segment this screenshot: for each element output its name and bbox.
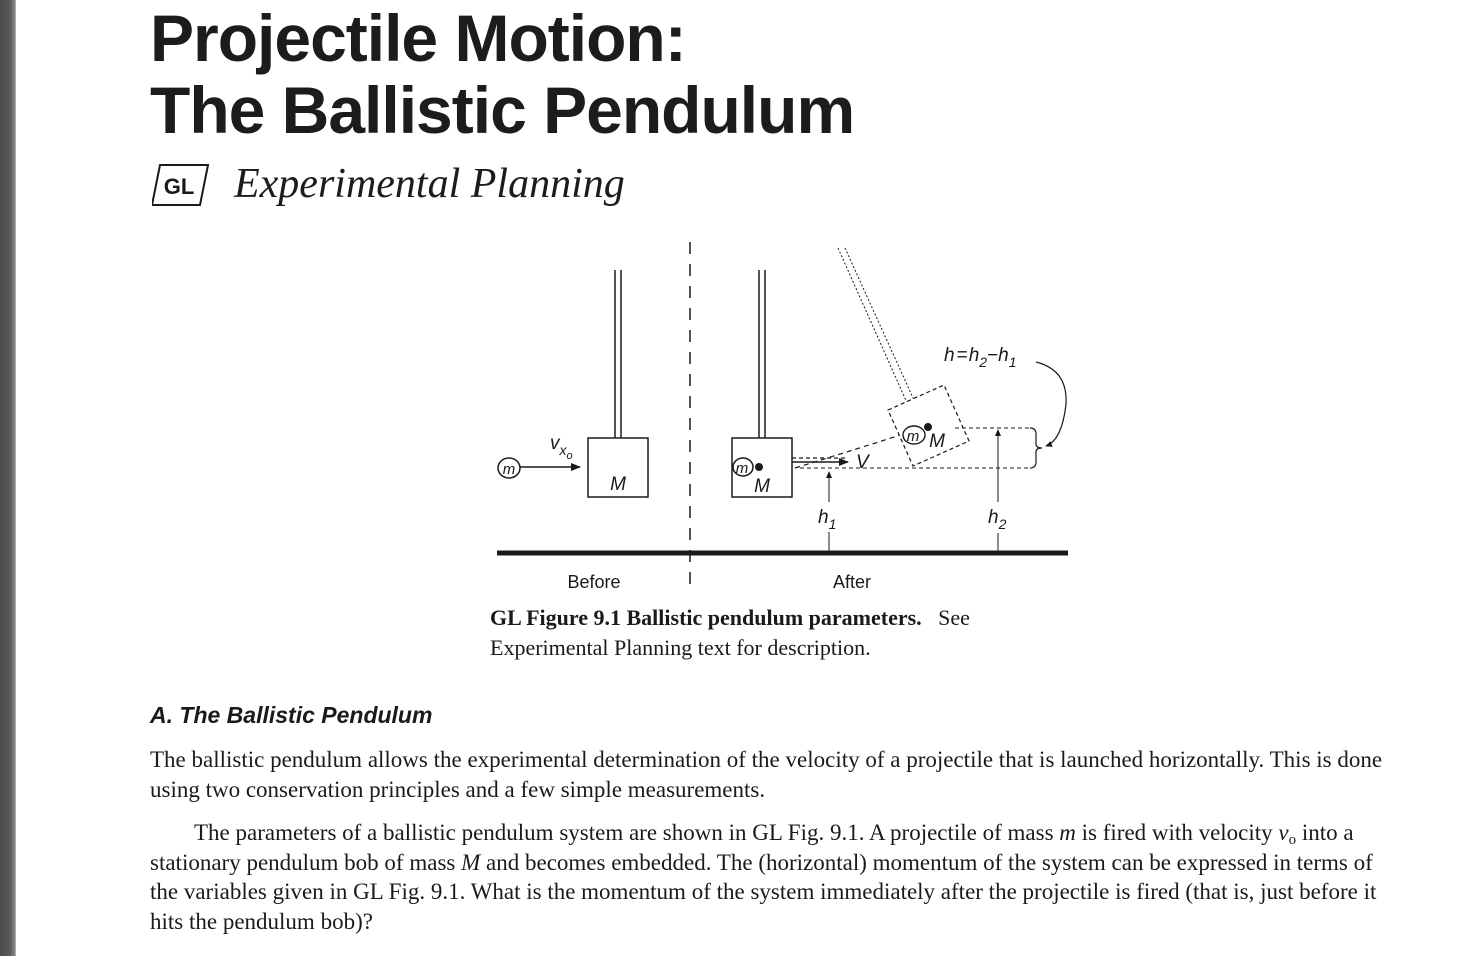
title-line-1: Projectile Motion: xyxy=(150,1,686,75)
vx-sub-o: o xyxy=(566,450,573,462)
svg-text:vxo xyxy=(550,433,573,462)
before-pendulum xyxy=(588,270,648,497)
h1-sub: 1 xyxy=(828,516,837,532)
h2-label: h xyxy=(988,507,999,528)
before-block-label: M xyxy=(610,474,626,495)
section-subtitle: Experimental Planning xyxy=(234,161,625,207)
height-brace xyxy=(1030,428,1042,468)
svg-text:h1 xyxy=(818,507,836,532)
figure-caption xyxy=(490,603,1050,663)
mass-M-symbol: M xyxy=(461,849,481,875)
swung-block-label: M xyxy=(929,431,945,452)
h2-sub: 2 xyxy=(998,516,1007,532)
vx-sub-x: x xyxy=(559,442,567,458)
brace-callout-arrow xyxy=(1036,362,1066,446)
swung-projectile-label: m xyxy=(906,428,920,445)
before-label: Before xyxy=(567,572,621,592)
vx-label: v xyxy=(550,433,560,454)
title-line-2: The Ballistic Pendulum xyxy=(150,73,855,147)
h2-marker xyxy=(988,430,1007,553)
after-block-label: M xyxy=(754,476,770,497)
caption-text: See Experimental Planning text for description. xyxy=(490,605,970,660)
after-pendulum xyxy=(732,270,910,497)
after-projectile-label: m xyxy=(735,460,749,477)
V-label: V xyxy=(856,452,869,473)
height-equation: $h =h_2-h_1$ xyxy=(944,345,1017,370)
h1-marker xyxy=(818,472,836,553)
mass-m-symbol: m xyxy=(1059,820,1076,845)
after-label: After xyxy=(832,572,872,592)
section-heading: A. The Ballistic Pendulum xyxy=(150,702,433,728)
svg-text:h2 xyxy=(988,507,1007,532)
before-projectile-label: m xyxy=(502,461,516,478)
paragraph-2: The parameters of a ballistic pendulum system are shown in GL Fig. 9.1. A projectile of mass m is fired with velocity $v_o$ into a stationary pendulum bob of mass M and becomes embedded. The (horizontal) momentum of the system can be expressed in terms of the variables given in GL Fig. 9.1. What is the momentum of the system immediately after the projectile is fired (that is, just before it hits the pendulum bob)? xyxy=(150,820,1377,934)
gl-badge-label: GL xyxy=(163,174,195,199)
before-projectile xyxy=(498,433,580,478)
caption-title: GL Figure 9.1 Ballistic pendulum parameters. xyxy=(490,605,922,630)
paragraph-1: The ballistic pendulum allows the experimental determination of the velocity of a projectile that is launched horizontally. This is done using two conservation principles and a few simple measurements. xyxy=(150,747,1383,802)
velocity-v-symbol: v xyxy=(1278,820,1289,845)
h1-label: h xyxy=(818,507,829,528)
